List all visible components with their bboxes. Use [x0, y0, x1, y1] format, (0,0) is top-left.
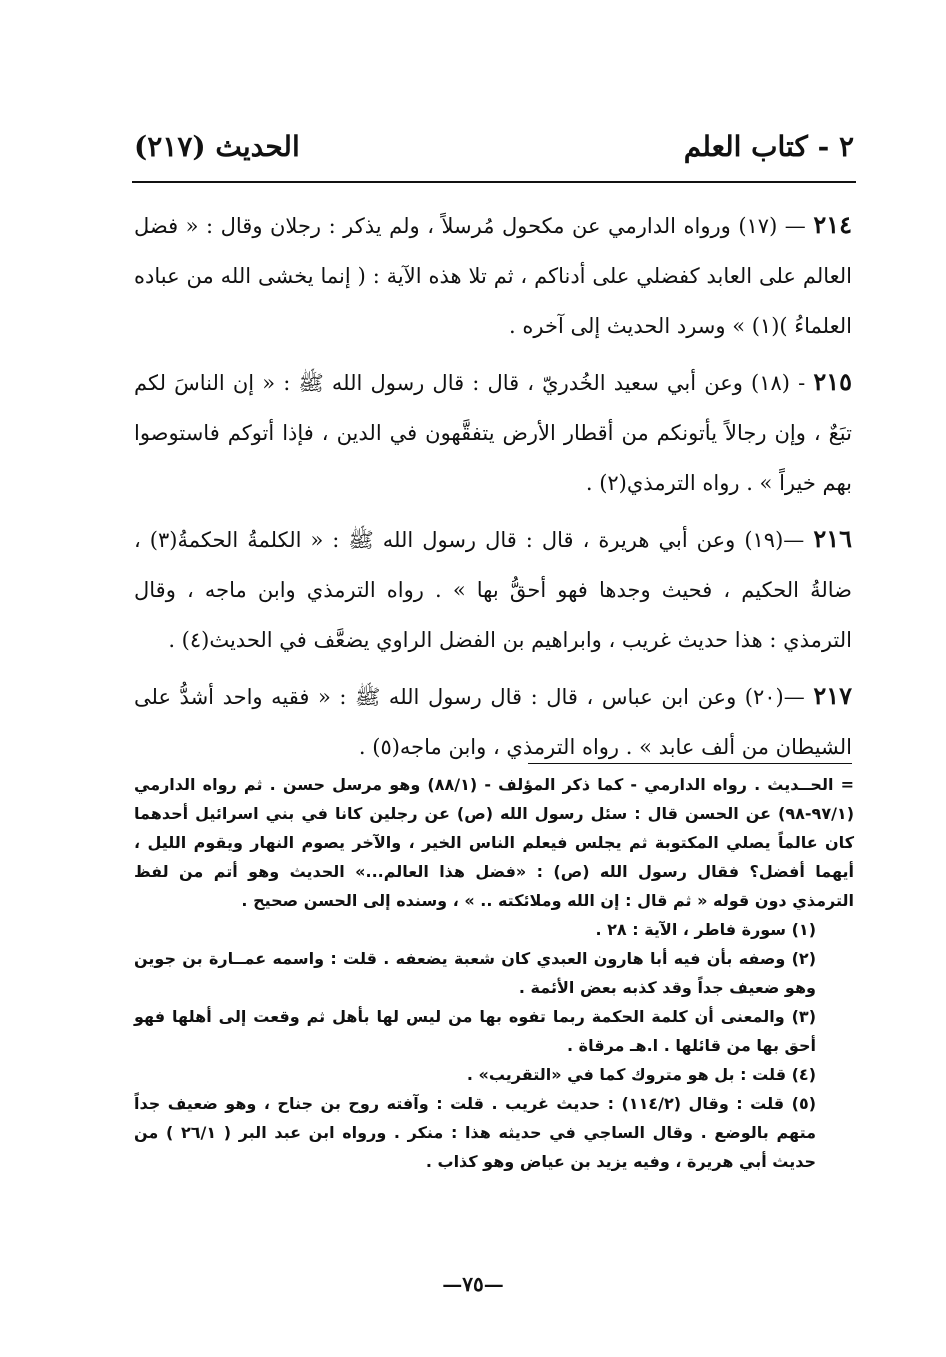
hadith-range-label: الحديث (٢١٧)	[134, 130, 300, 163]
footnote-continuation: = الحــديث . رواه الدارمي - كما ذكر المؤلف - (٨٨/١) وهو مرسل حسن . ثم رواه الدارمي (٩٧/١-٩٨) عن الحسن قال : سئل رسول الله (ص) عن رجلين كانا في بني اسرائيل أحدهما كان عالماً يصلي المكتوبة ثم يجلس فيعلم الناس الخير ، والآخر يصوم النهار ويقوم الليل ، أيهما أفضل؟ فقال رسول الله (ص) : «فضل هذا العالم...» الحديث وهو أتم من لفظ الترمذي دون قوله « ثم قال : إن الله وملائكته .. » ، وسنده إلى الحسن صحيح .	[134, 775, 855, 910]
page-number: —٧٥—	[442, 1272, 504, 1296]
header-rule	[132, 181, 856, 183]
footnote-separator	[528, 763, 852, 764]
hadith-paragraph	[134, 671, 852, 772]
hadith-paragraph	[134, 357, 852, 508]
footnote: (٥) قلت : وقال (١١٤/٢) : حديث غريب . قلت : وآفته روح بن جناح ، وهو ضعيف جداً متهم بالوضع . وقال الساجي في حديثه هذا : منكر . ورواه ابن عبد البر ( ٢٦/١ ) من حديث أبي هريرة ، وفيه يزيد بن عياض وهو كذاب .	[134, 1094, 817, 1171]
main-text	[134, 200, 852, 778]
chapter-title: ٢ - كتاب العلم	[683, 130, 854, 163]
hadith-text: —(١٩) وعن أبي هريرة ، قال : قال رسول الله ﷺ : « الكلمةُ الحكمةُ(٣) ، ضالةُ الحكيم ، فحيث وجدها فهو أحقُّ بها » . رواه الترمذي وابن ماجه ، وقال الترمذي : هذا حديث غريب ، وابراهيم بن الفضل الراوي يضعَّف في الحديث(٤) .	[134, 528, 852, 652]
footnote: (٤) قلت : بل هو متروك كما في «التقريب» .	[466, 1065, 816, 1084]
footnote: (٣) والمعنى أن كلمة الحكمة ربما تفوه بها من ليس لها بأهل ثم وقعت إلى أهلها فهو أحق بها من قائلها . ا.هـ مرقاة .	[134, 1007, 816, 1055]
hadith-number: ٢١٦	[813, 524, 852, 553]
footnotes	[134, 770, 854, 1176]
hadith-paragraph	[134, 200, 852, 351]
hadith-paragraph	[134, 514, 852, 665]
hadith-text: —(٢٠) وعن ابن عباس ، قال : قال رسول الله ﷺ : « فقيه واحد أشدُّ على الشيطان من ألف عابد » . رواه الترمذي ، وابن ماجه(٥) .	[134, 685, 852, 759]
hadith-text: - (١٨) وعن أبي سعيد الخُدريّ ، قال : قال رسول الله ﷺ : « إن الناسَ لكم تبَعٌ ، وإن رجالاً يأتونكم من أقطار الأرض يتفقَّهون في الدين ، فإذا أتوكم فاستوصوا بهم خيراً » . رواه الترمذي(٢) .	[134, 371, 852, 495]
hadith-number: ٢١٥	[813, 367, 852, 396]
hadith-number: ٢١٤	[813, 210, 852, 239]
hadith-number: ٢١٧	[813, 681, 852, 710]
page-header	[134, 128, 854, 180]
footnote: (٢) وصفه بأن فيه أبا هارون العبدي كان شعبة يضعفه . قلت : واسمه عمــارة بن جوين وهو ضعيف جداً وقد كذبه بعض الأئمة .	[134, 949, 816, 997]
footnote: (١) سورة فاطر ، الآية : ٢٨ .	[595, 920, 816, 939]
hadith-text: — (١٧) ورواه الدارمي عن مكحول مُرسلاً ، ولم يذكر : رجلان وقال : « فضل العالم على العابد كفضلي على أدناكم ، ثم تلا هذه الآية : ( إنما يخشى الله من عباده العلماءُ )(١) » وسرد الحديث إلى آخره .	[134, 214, 852, 338]
